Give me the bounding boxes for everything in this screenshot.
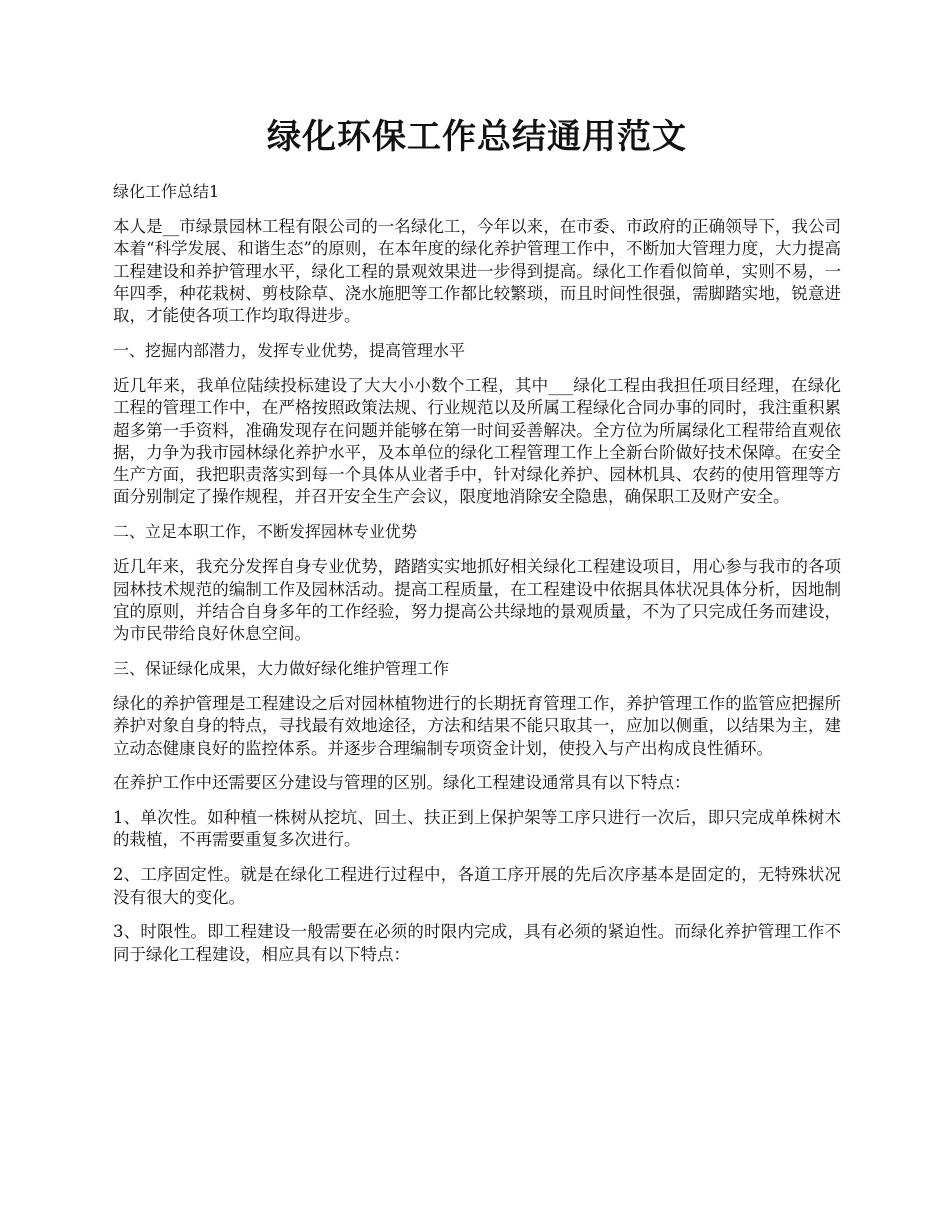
paragraph-section-1: 近几年来，我单位陆续投标建设了大大小小数个工程，其中___绿化工程由我担任项目经理，在绿化工程的管理工作中，在严格按照政策法规、行业规范以及所属工程绿化合同办事的同时，我注重积累超多第一手资料，准确发现存在问题并能够在第一时间妥善解决。全方位为所属绿化工程带给直观依据，力争为我市园林绿化养护水平，及本单位的绿化工程管理工作上全新台阶做好技术保障。在安全生产方面，我把职责落实到每一个具体从业者手中，针对绿化养护、园林机具、农药的使用管理等方面分别制定了操作规程，并召开安全生产会议，限度地消除安全隐患，确保职工及财产安全。 (113, 375, 841, 507)
list-item-3: 3、时限性。即工程建设一般需要在必须的时限内完成，具有必须的紧迫性。而绿化养护管理工作不同于绿化工程建设，相应具有以下特点： (113, 922, 841, 964)
section-heading-summary-1: 绿化工作总结1 (113, 182, 220, 201)
document-title: 绿化环保工作总结通用范文 (267, 117, 687, 157)
section-heading-2: 二、立足本职工作，不断发挥园林专业优势 (113, 522, 418, 542)
paragraph-section-2: 近几年来，我充分发挥自身专业优势，踏踏实实地抓好相关绿化工程建设项目，用心参与我市的各项园林技术规范的编制工作及园林活动。提高工程质量，在工程建设中依据具体状况具体分析，因地制宜的原则，并结合自身多年的工作经验，努力提高公共绿地的景观质量，不为了只完成任务而建设，为市民带给良好休息空间。 (113, 557, 841, 644)
paragraph-section-3: 绿化的养护管理是工程建设之后对园林植物进行的长期抚育管理工作，养护管理工作的监管应把握所养护对象自身的特点，寻找最有效地途径，方法和结果不能只取其一，应加以侧重，以结果为主，建立动态健康良好的监控体系。并逐步合理编制专项资金计划，使投入与产出构成良性循环。 (113, 693, 841, 758)
document-body (113, 181, 841, 978)
list-item-2: 2、工序固定性。就是在绿化工程进行过程中，各道工序开展的先后次序基本是固定的，无特殊状况没有很大的变化。 (113, 865, 841, 907)
section-heading-1: 一、挖掘内部潜力，发挥专业优势，提高管理水平 (113, 340, 466, 360)
paragraph-intro: 本人是__市绿景园林工程有限公司的一名绿化工，今年以来，在市委、市政府的正确领导下，我公司本着“科学发展、和谐生态”的原则，在本年度的绿化养护管理工作中，不断加大管理力度，大力提高工程建设和养护管理水平，绿化工程的景观效果进一步得到提高。绿化工作看似简单，实则不易，一年四季，种花栽树、剪枝除草、浇水施肥等工作都比较繁琐，而且时间性很强，需脚踏实地，锐意进取，才能使各项工作均取得进步。 (113, 217, 841, 326)
list-item-1: 1、单次性。如种植一株树从挖坑、回土、扶正到上保护架等工序只进行一次后，即只完成单株树木的栽植，不再需要重复多次进行。 (113, 808, 841, 850)
paragraph-construction-features: 在养护工作中还需要区分建设与管理的区别。绿化工程建设通常具有以下特点： (113, 773, 691, 793)
section-heading-3: 三、保证绿化成果，大力做好绿化维护管理工作 (113, 658, 450, 678)
